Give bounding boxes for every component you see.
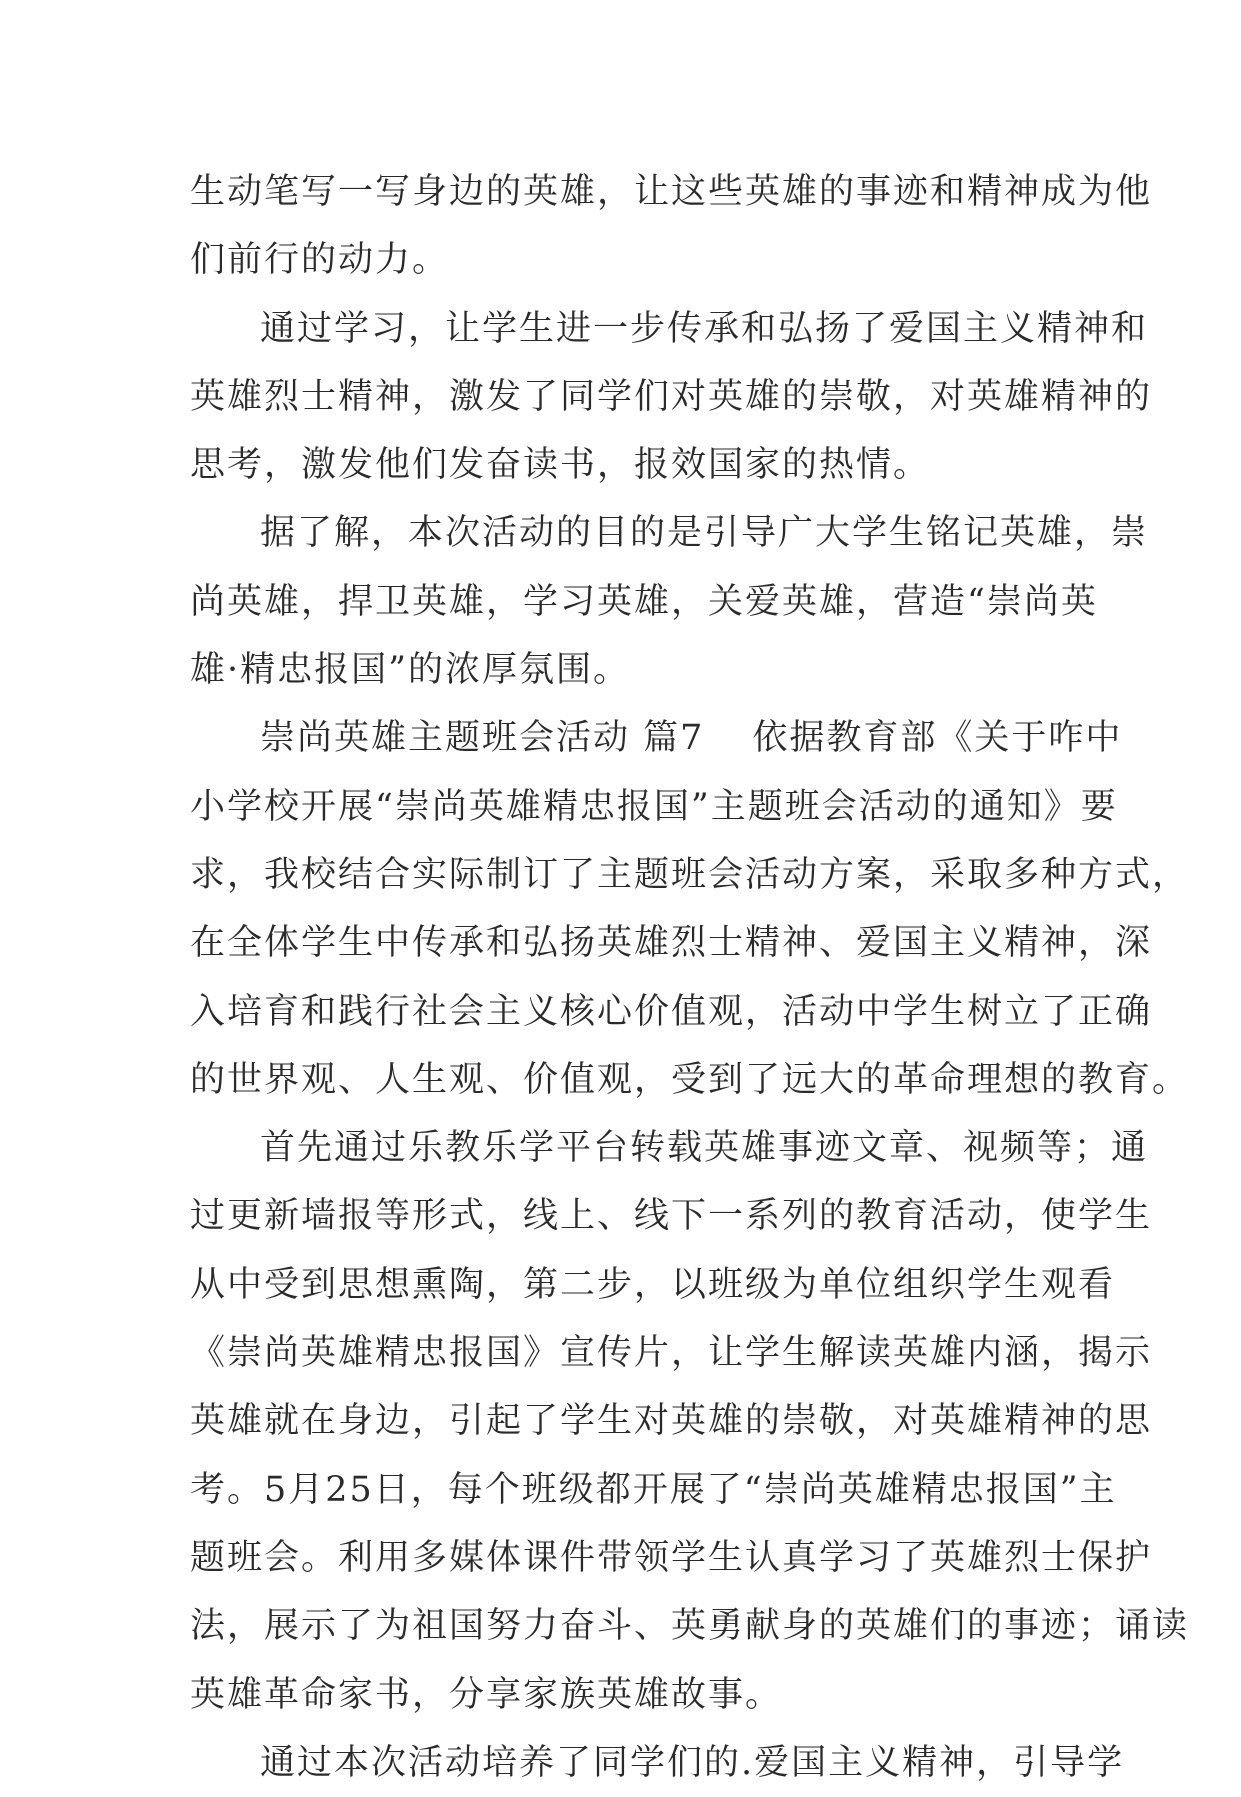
- paragraph-6: [190, 1729, 1125, 1797]
- text-line: 思考，激发他们发奋读书，报效国家的热情。: [190, 445, 931, 486]
- text-line: 雄·精忠报国”的浓厚氛围。: [190, 650, 631, 691]
- paragraph-3: [190, 499, 1149, 704]
- body-text: [190, 158, 1190, 1797]
- text-line: 首先通过乐教乐学平台转载英雄事迹文章、视频等；通: [260, 1128, 1149, 1169]
- section-heading: 崇尚英雄主题班会活动 篇7: [260, 718, 705, 759]
- text-line: 法，展示了为祖国努力奋斗、英勇献身的英雄们的事迹；诵读: [190, 1606, 1190, 1647]
- text-line: 英雄就在身边，引起了学生对英雄的崇敬，对英雄精神的思: [190, 1401, 1153, 1442]
- text-line: 题班会。利用多媒体课件带领学生认真学习了英雄烈士保护: [190, 1537, 1153, 1578]
- text-line: 考。5月25日，每个班级都开展了“崇尚英雄精忠报国”主: [190, 1469, 1117, 1510]
- paragraph-5: [190, 1114, 1190, 1729]
- text-line: 求，我校结合实际制订了主题班会活动方案，采取多种方式，: [190, 854, 1190, 895]
- text-line: 通过学习，让学生进一步传承和弘扬了爱国主义精神和: [260, 308, 1149, 349]
- text-line: 《崇尚英雄精忠报国》宣传片，让学生解读英雄内涵，揭示: [190, 1333, 1153, 1374]
- text-line-rest: 依据教育部《关于咋中: [752, 718, 1123, 759]
- text-line: 据了解，本次活动的目的是引导广大学生铭记英雄，崇: [260, 513, 1149, 554]
- text-line: 们前行的动力。: [190, 240, 450, 281]
- text-line: 小学校开展“崇尚英雄精忠报国”主题班会活动的通知》要: [190, 786, 1118, 827]
- paragraph-2: [190, 295, 1153, 500]
- text-line: 的世界观、人生观、价值观，受到了远大的革命理想的教育。: [190, 1059, 1190, 1100]
- text-line: 通过本次活动培养了同学们的.爱国主义精神，引导学: [260, 1742, 1125, 1783]
- text-line: 英雄革命家书，分享家族英雄故事。: [190, 1674, 783, 1715]
- text-line: 生动笔写一写身边的英雄，让这些英雄的事迹和精神成为他: [190, 172, 1153, 212]
- paragraph-4: [190, 704, 1190, 1114]
- text-line: 入培育和践行社会主义核心价值观，活动中学生树立了正确: [190, 991, 1153, 1032]
- text-line: 英雄烈士精神，激发了同学们对英雄的崇敬，对英雄精神的: [190, 376, 1153, 417]
- text-line: 尚英雄，捍卫英雄，学习英雄，关爱英雄，营造“崇尚英: [190, 581, 1098, 622]
- text-line: [190, 704, 1123, 772]
- text-line: 过更新墙报等形式，线上、线下一系列的教育活动，使学生: [190, 1196, 1153, 1237]
- paragraph-1: [190, 158, 1153, 295]
- text-line: 从中受到思想熏陶，第二步，以班级为单位组织学生观看: [190, 1264, 1116, 1305]
- text-line: 在全体学生中传承和弘扬英雄烈士精神、爱国主义精神，深: [190, 923, 1153, 964]
